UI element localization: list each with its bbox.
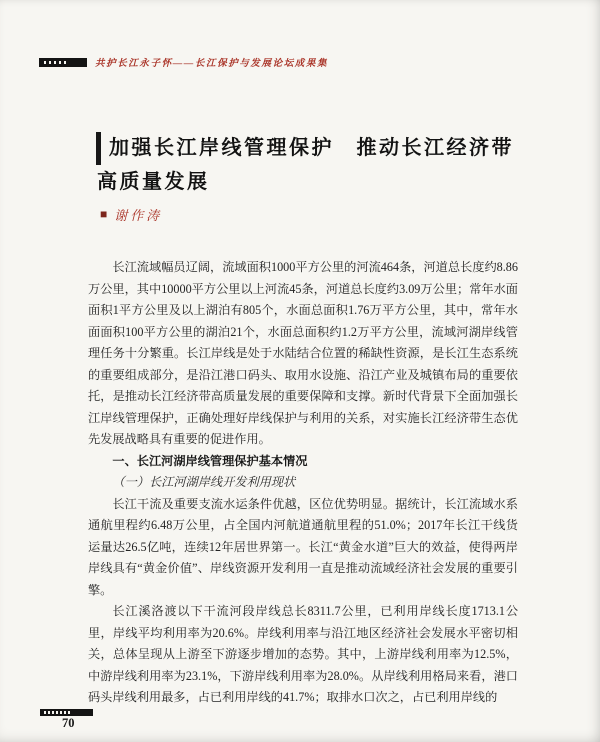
paragraph: 长江干流及重要支流水运条件优越，区位优势明显。据统计，长江流域水系通航里程约6.48万公里，占全国内河航道通航里程的51.0%；2017年长江干线货运量达26.5亿吨，连续12年居世界第一。长江“黄金水道”巨大的效益，使得两岸岸线具有“黄金价值”、岸线资源开发利用一直是推动流域经济社会发展的重要引擎。 — [88, 496, 518, 597]
author-name: 谢作涛 — [114, 208, 163, 223]
paragraph: 长江流域幅员辽阔，流域面积1000平方公里的河流464条，河道总长度约8.86万公里，其中10000平方公里以上河流45条，河道总长度约3.09万公里；常年水面面积1平方公里及以上湖泊有805个，水面总面积1.76万平方公里，其中，常年水面面积100平方公里的湖泊21个，水面总面积约1.2万平方公里，流域河湖岸线管理任务十分繁重。长江岸线是处于水陆结合位置的稀缺性资源，是长江生态系统的重要组成部分，是沿江港口码头、取用水设施、沿江产业及城镇布局的重要依托，是推动长江经济带高质量发展的重要保障和支撑。新时代背景下全面加强长江岸线管理保护，正确处理好岸线保护与利用的关系，对实施长江经济带生态优先发展战略具有重要的促进作用。 — [88, 260, 518, 446]
series-title: 共护长江永子怀——长江保护与发展论坛成果集 — [95, 59, 329, 69]
footer-logo-bar — [40, 709, 93, 716]
page-number: 70 — [62, 716, 75, 730]
article-title-line-1: 加强长江岸线管理保护 推动长江经济带 — [109, 137, 514, 159]
running-header — [39, 55, 328, 69]
article-title-line-2: 高质量发展 — [97, 171, 210, 193]
subsection-heading: （一）长江河湖岸线开发利用现状 — [112, 475, 296, 489]
author-line — [100, 205, 162, 224]
author-marker-square: ■ — [100, 207, 108, 221]
article-body — [88, 257, 518, 709]
section-heading: 一、长江河湖岸线管理保护基本情况 — [112, 453, 308, 468]
publisher-logo-mark — [39, 58, 87, 67]
title-accent-bar — [96, 132, 101, 165]
paragraph: 长江溪洛渡以下干流河段岸线总长8311.7公里，已利用岸线长度1713.1公里，岸线平均利用率为20.6%。岸线利用率与沿江地区经济社会发展水平密切相关，总体呈现从上游至下游逐步增加的态势。其中，上游岸线利用率为12.5%，中游岸线利用率为23.1%，下游岸线利用率为28.0%。从岸线利用格局来看，港口码头岸线利用最多，占已利用岸线的41.7%；取排水口次之，占已利用岸线的 — [88, 604, 518, 704]
